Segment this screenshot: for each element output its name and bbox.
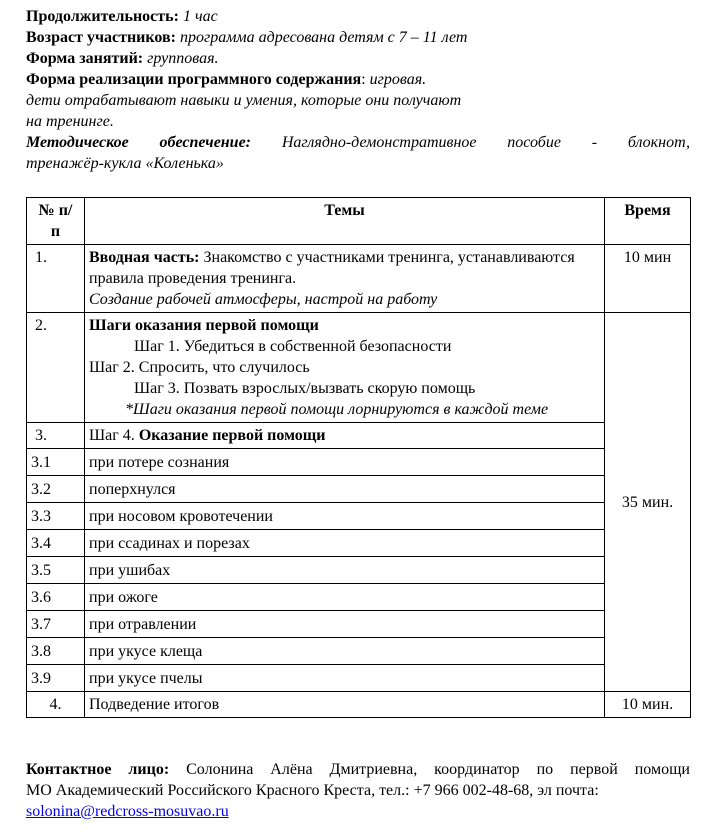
header-num: № п/п (27, 198, 85, 245)
table-row (27, 476, 691, 503)
impl-line-2: дети отрабатывают навыки и умения, которые они получают (26, 92, 462, 109)
header-topic: Темы (85, 198, 605, 245)
steps-title: Шаги оказания первой помощи (89, 317, 319, 334)
row-num: 3. (27, 423, 85, 449)
program-meta (26, 6, 690, 174)
row-topic: при укусе пчелы (85, 665, 605, 692)
form-value: групповая. (147, 50, 219, 67)
intro-title: Вводная часть: (89, 249, 200, 266)
steps-note: *Шаги оказания первой помощи лорнируются в каждой теме (125, 401, 549, 418)
method-line-2: тренажёр-кукла «Коленька» (26, 155, 224, 172)
row-num: 1. (27, 245, 85, 313)
table-row (27, 584, 691, 611)
contact-line-2: МО Академический Российского Красного Креста, тел.: +7 966 002-48-68, эл почта: (26, 782, 599, 799)
table-row (27, 692, 691, 718)
row-topic: поперхнулся (85, 476, 605, 503)
table-row (27, 530, 691, 557)
contact-name: Солонина Алёна Дмитриевна, координатор по первой помощи (169, 761, 690, 778)
row-topic: Подведение итогов (85, 692, 605, 718)
table-row (27, 611, 691, 638)
table-row (27, 449, 691, 476)
contact-line-1 (26, 759, 690, 780)
step-1: Шаг 1. Убедиться в собственной безопасности (134, 338, 452, 355)
row-topic: при ожоге (85, 584, 605, 611)
table-row (27, 423, 691, 449)
impl-value: игровая. (369, 71, 427, 88)
step4-title: Оказание первой помощи (138, 427, 326, 444)
age-label: Возраст участников: (26, 29, 176, 46)
method-value-1: Наглядно-демонстративное пособие - блокнот, (281, 134, 691, 151)
step4-prefix: Шаг 4. (89, 427, 139, 444)
row-topic (85, 313, 605, 423)
table-row (27, 503, 691, 530)
form-label: Форма занятий: (26, 50, 144, 67)
row-topic: при потере сознания (85, 449, 605, 476)
duration-value: 1 час (182, 8, 218, 25)
impl-colon: : (361, 71, 366, 88)
age-value: программа адресована детям с 7 – 11 лет (179, 29, 468, 46)
row-num: 3.2 (27, 476, 85, 503)
row-topic: при отравлении (85, 611, 605, 638)
duration-label: Продолжительность: (26, 8, 179, 25)
contact-label: Контактное лицо: (26, 761, 170, 778)
table-header-row (27, 198, 691, 245)
row-num: 3.1 (27, 449, 85, 476)
header-time: Время (605, 198, 691, 245)
age-line (26, 27, 690, 48)
row-num: 3.3 (27, 503, 85, 530)
duration-line (26, 6, 690, 27)
contact-email-link[interactable]: solonina@redcross-mosuvao.ru (26, 803, 229, 820)
step-3: Шаг 3. Позвать взрослых/вызвать скорую помощь (134, 380, 476, 397)
row-topic: при носовом кровотечении (85, 503, 605, 530)
intro-text: Знакомство с участниками тренинга, устанавливаются правила проведения тренинга. (89, 249, 575, 287)
table-row (27, 245, 691, 313)
row-topic (85, 245, 605, 313)
method-line (26, 132, 690, 153)
table-row (27, 665, 691, 692)
contact-line-3 (26, 801, 690, 822)
row-time: 10 мин. (605, 692, 691, 718)
row-num: 3.5 (27, 557, 85, 584)
row-num: 3.6 (27, 584, 85, 611)
program-table (26, 197, 691, 718)
row-num: 2. (27, 313, 85, 423)
table-row (27, 313, 691, 423)
form-line (26, 48, 690, 69)
table-row (27, 638, 691, 665)
table-row (27, 557, 691, 584)
row-num: 3.8 (27, 638, 85, 665)
row-time: 10 мин (605, 245, 691, 313)
row-topic: при укусе клеща (85, 638, 605, 665)
row-topic (85, 423, 605, 449)
impl-label: Форма реализации программного содержания (26, 71, 362, 88)
row-num: 3.4 (27, 530, 85, 557)
impl-line (26, 69, 690, 90)
intro-italic: Создание рабочей атмосферы, настрой на работу (89, 291, 438, 308)
method-label: Методическое обеспечение: (26, 134, 252, 151)
row-time: 35 мин. (605, 313, 691, 692)
row-num: 3.9 (27, 665, 85, 692)
row-num: 3.7 (27, 611, 85, 638)
row-topic: при ушибах (85, 557, 605, 584)
step-2: Шаг 2. Спросить, что случилось (89, 359, 310, 376)
contact-block (26, 759, 690, 822)
impl-line-3: на тренинге. (26, 113, 114, 130)
row-topic: при ссадинах и порезах (85, 530, 605, 557)
row-num: 4. (27, 692, 85, 718)
